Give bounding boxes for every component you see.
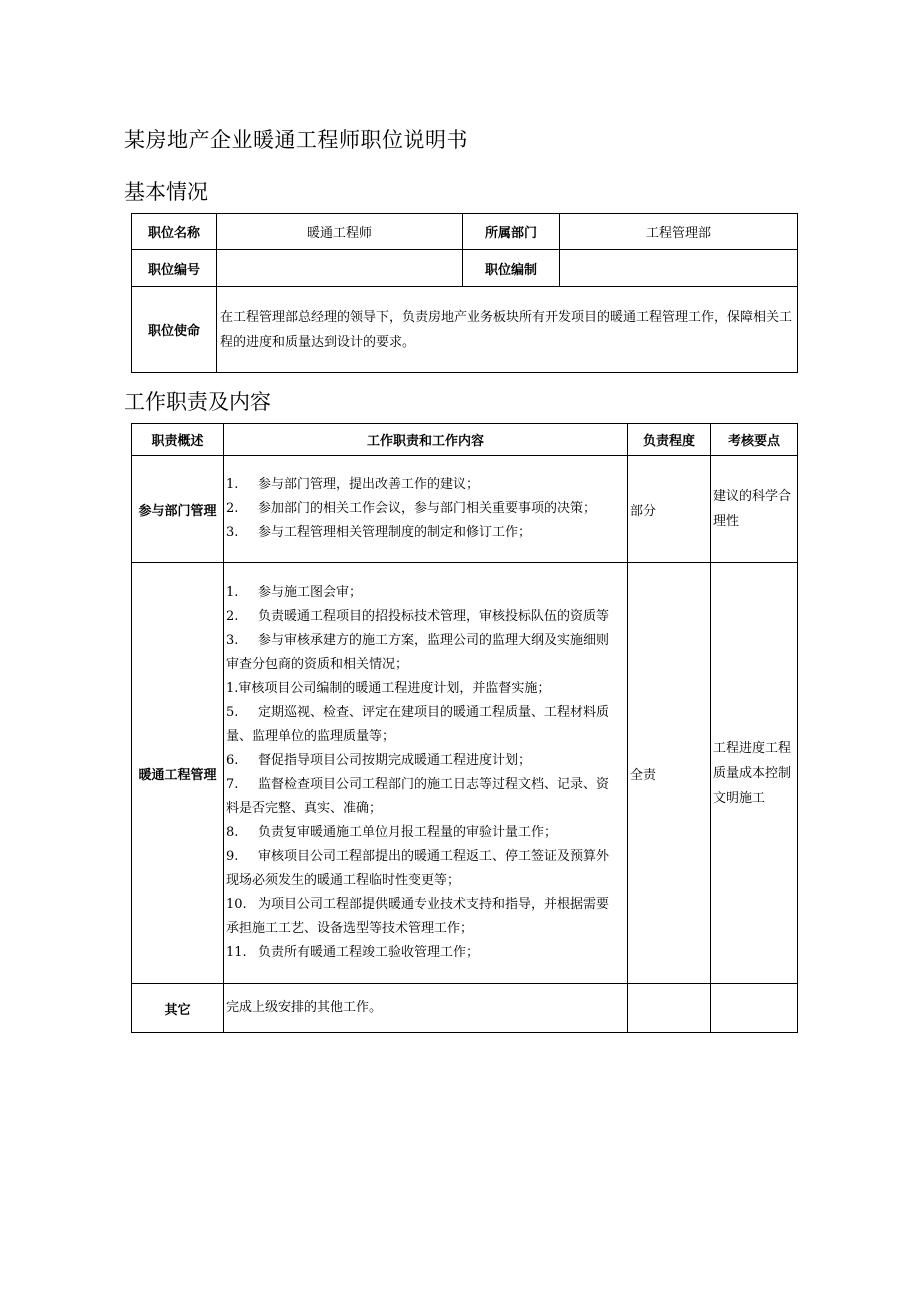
duty-responsibility: 部分 <box>628 456 711 563</box>
list-item: 2. 参加部门的相关工作会议，参与部门相关重要事项的决策； <box>226 501 597 516</box>
mission-label: 职位使命 <box>132 287 217 373</box>
basic-info-table <box>131 213 798 373</box>
header-summary: 职责概述 <box>132 424 224 456</box>
duties-table <box>131 423 798 1033</box>
list-item: 1. 参与施工图会审； <box>226 585 363 600</box>
list-item: 7. 监督检查项目公司工程部门的施工日志等过程文档、记录、资 <box>226 777 610 792</box>
list-item: 9. 审核项目公司工程部提出的暖通工程返工、停工签证及预算外 <box>226 849 610 864</box>
duty-assessment <box>711 984 798 1033</box>
position-name-value: 暖通工程师 <box>217 214 463 250</box>
list-item-continuation: 料是否完整、真实、准确； <box>226 801 383 816</box>
list-item: 3. 参与审核承建方的施工方案，监理公司的监理大纲及实施细则 <box>226 633 610 648</box>
department-value: 工程管理部 <box>560 214 798 250</box>
list-item: 2. 负责暖通工程项目的招投标技术管理，审核投标队伍的资质等 <box>226 609 610 624</box>
header-assessment: 考核要点 <box>711 424 798 456</box>
duty-responsibility <box>628 984 711 1033</box>
list-item: 6. 督促指导项目公司按期完成暖通工程进度计划； <box>226 753 532 768</box>
staffing-value <box>560 250 798 287</box>
duty-assessment: 工程进度工程 质量成本控制 文明施工 <box>711 563 798 984</box>
list-item-continuation: 现场必须发生的暖通工程临时性变更等； <box>226 873 461 888</box>
position-code-label: 职位编号 <box>132 250 217 287</box>
duty-summary: 参与部门管理 <box>132 456 224 563</box>
duty-summary: 其它 <box>132 984 224 1033</box>
department-label: 所属部门 <box>463 214 560 250</box>
duty-responsibility: 全责 <box>628 563 711 984</box>
list-item-continuation: 量、监理单位的监理质量等； <box>226 729 396 744</box>
list-item-continuation: 审查分包商的资质和相关情况； <box>226 657 409 672</box>
duty-summary: 暖通工程管理 <box>132 563 224 984</box>
mission-text: 在工程管理部总经理的领导下，负责房地产业务板块所有开发项目的暖通工程管理工作，保障相关工程的进度和质量达到设计的要求。 <box>217 287 798 373</box>
header-content: 工作职责和工作内容 <box>224 424 628 456</box>
header-responsibility: 负责程度 <box>628 424 711 456</box>
duties-heading: 工作职责及内容 <box>124 390 271 414</box>
list-item: 1.审核项目公司编制的暖通工程进度计划，并监督实施； <box>226 681 551 696</box>
duty-content <box>224 456 628 563</box>
duty-assessment: 建议的科学合 理性 <box>711 456 798 563</box>
list-item: 1. 参与部门管理，提出改善工作的建议； <box>226 477 480 492</box>
basic-info-heading: 基本情况 <box>124 180 208 204</box>
list-item: 11. 负责所有暖通工程竣工验收管理工作； <box>226 945 480 960</box>
position-code-value <box>217 250 463 287</box>
list-item: 10. 为项目公司工程部提供暖通专业技术支持和指导，并根据需要 <box>226 897 610 912</box>
staffing-label: 职位编制 <box>463 250 560 287</box>
duty-content: 完成上级安排的其他工作。 <box>224 984 628 1033</box>
document-title: 某房地产企业暖通工程师职位说明书 <box>124 128 468 152</box>
duty-content <box>224 563 628 984</box>
list-item-continuation: 承担施工工艺、设备选型等技术管理工作； <box>226 921 474 936</box>
list-item: 8. 负责复审暖通施工单位月报工程量的审验计量工作； <box>226 825 558 840</box>
position-name-label: 职位名称 <box>132 214 217 250</box>
list-item: 3. 参与工程管理相关管理制度的制定和修订工作； <box>226 525 532 540</box>
list-item: 5. 定期巡视、检查、评定在建项目的暖通工程质量、工程材料质 <box>226 705 610 720</box>
